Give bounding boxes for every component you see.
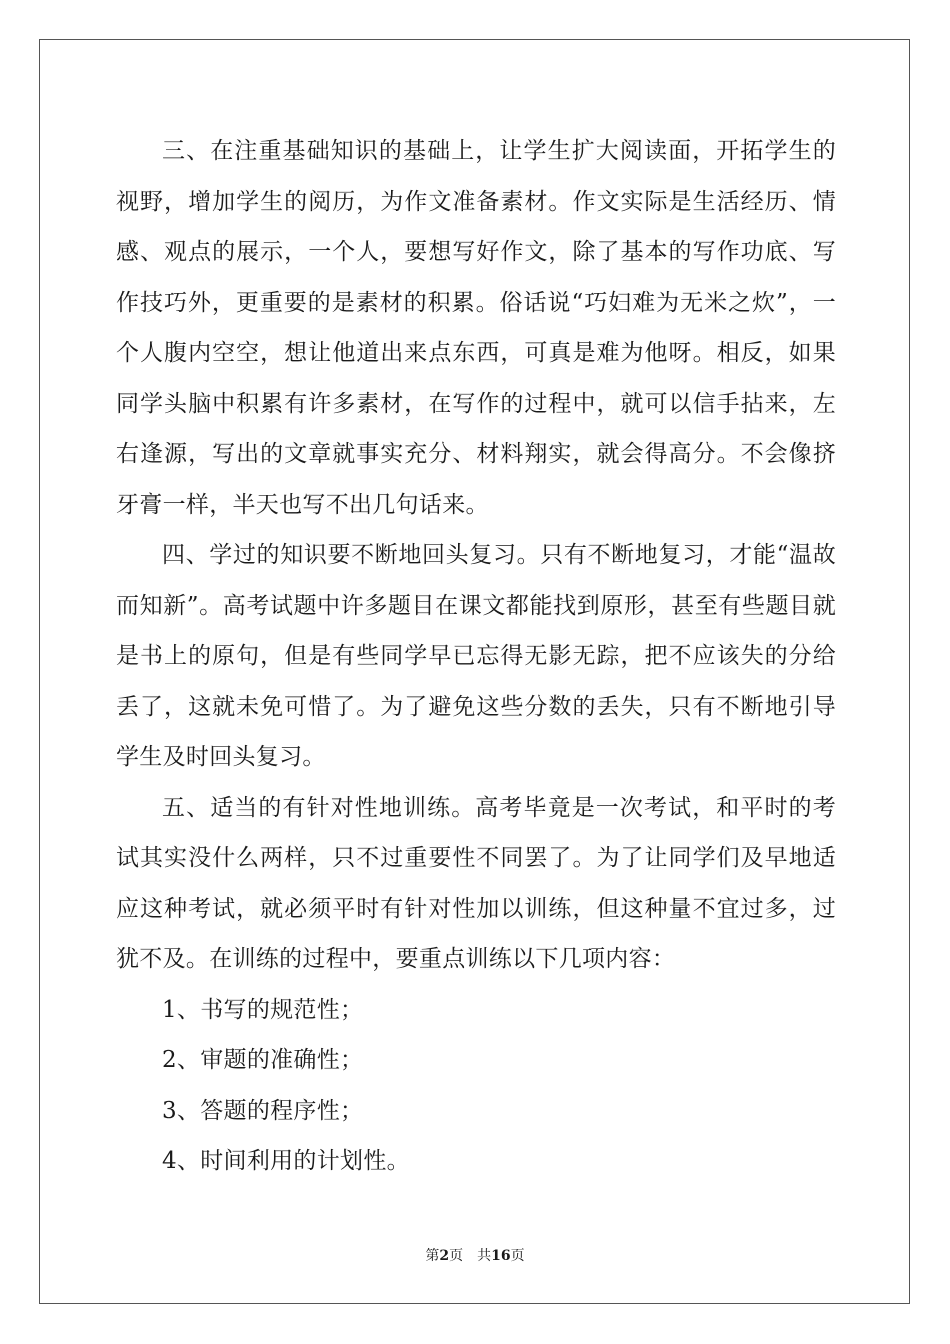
page-total: 16 (491, 1248, 511, 1264)
page-number-current: 2 (439, 1248, 450, 1264)
document-body (116, 126, 836, 1187)
page-total-prefix: 共 (477, 1248, 492, 1264)
list-item-3: 3、答题的程序性； (162, 1097, 364, 1124)
page-number-prefix: 第 (425, 1248, 440, 1264)
list-item-4: 4、时间利用的计划性。 (162, 1148, 410, 1174)
list-item-2: 2、审题的准确性； (162, 1047, 364, 1073)
paragraph-4: 四、学过的知识要不断地回头复习。只有不断地复习，才能“温故而知新”。高考试题中许多题目在课文都能找到原形，甚至有些题目就是书上的原句，但是有些同学早已忘得无影无踪，把不应该失的分给丢了，这就未免可惜了。为了避免这些分数的丢失，只有不断地引导学生及时回头复习。 (116, 542, 836, 770)
list-item-1: 1、书写的规范性； (162, 996, 364, 1023)
page-number-suffix: 页 (449, 1248, 464, 1264)
page-total-suffix: 页 (510, 1248, 525, 1264)
paragraph-5: 五、适当的有针对性地训练。高考毕竟是一次考试，和平时的考试其实没什么两样，只不过重要性不同罢了。为了让同学们及早地适应这种考试，就必须平时有针对性加以训练，但这种量不宜过多，过犹不及。在训练的过程中，要重点训练以下几项内容： (116, 794, 836, 972)
page-footer (0, 1246, 950, 1266)
paragraph-3: 三、在注重基础知识的基础上，让学生扩大阅读面，开拓学生的视野，增加学生的阅历，为作文准备素材。作文实际是生活经历、情感、观点的展示，一个人，要想写好作文，除了基本的写作功底、写作技巧外，更重要的是素材的积累。俗话说“巧妇难为无米之炊”，一个人腹内空空，想让他道出来点东西，可真是难为他呀。相反，如果同学头脑中积累有许多素材，在写作的过程中，就可以信手拈来，左右逢源，写出的文章就事实充分、材料翔实，就会得高分。不会像挤牙膏一样，半天也写不出几句话来。 (116, 138, 836, 518)
